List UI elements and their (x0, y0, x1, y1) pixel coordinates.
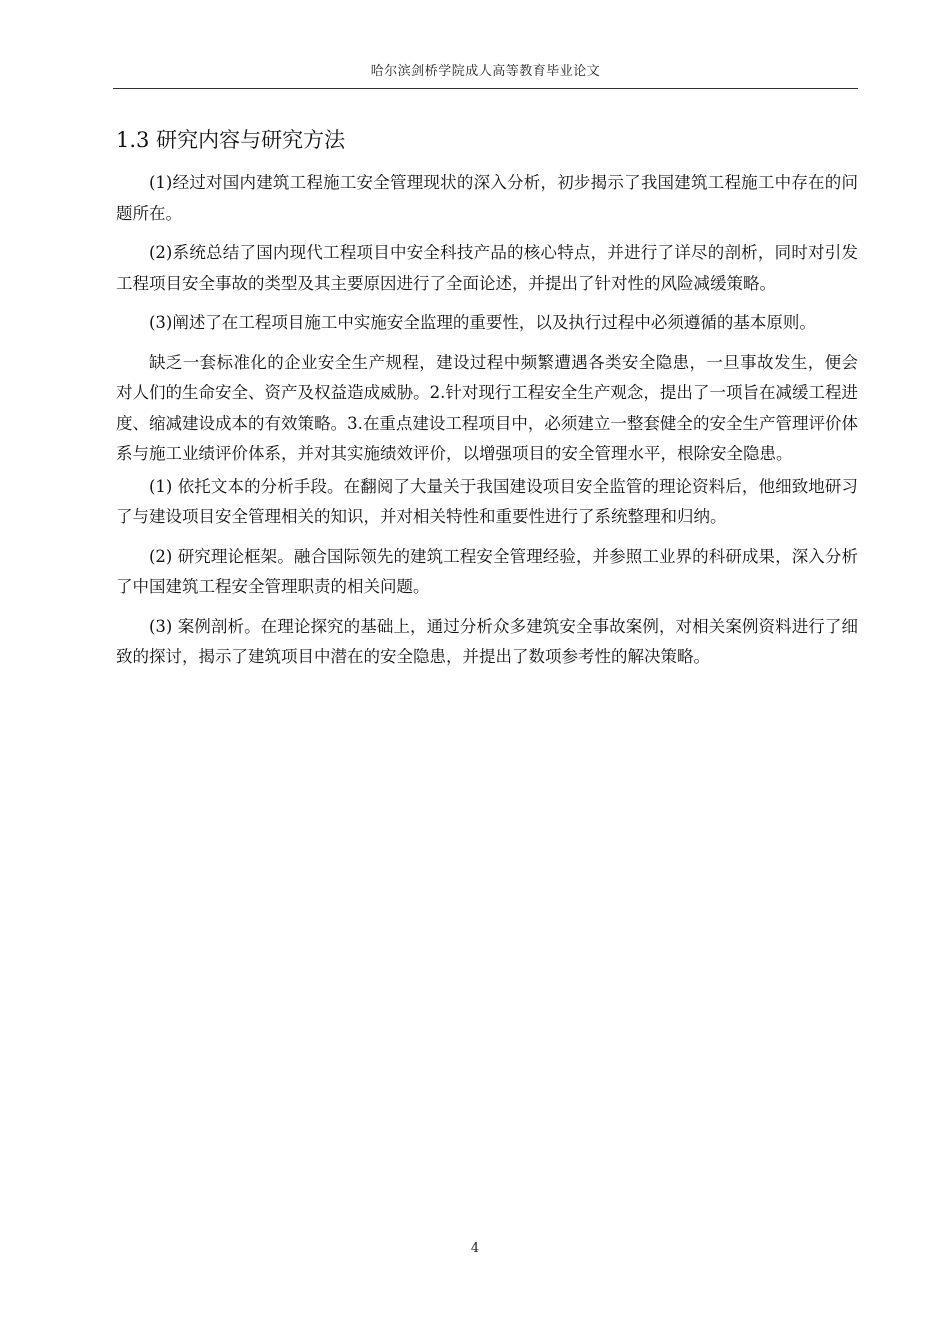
paragraph-content-2: (2)系统总结了国内现代工程项目中安全科技产品的核心特点，并进行了详尽的剖析，同时对引发工程项目安全事故的类型及其主要原因进行了全面论述，并提出了针对性的风险减缓策略。 (116, 243, 858, 293)
paragraph-method-3: (3) 案例剖析。在理论探究的基础上，通过分析众多建筑安全事故案例，对相关案例资料进行了细致的探讨，揭示了建筑项目中潜在的安全隐患，并提出了数项参考性的解决策略。 (116, 616, 858, 666)
header-divider (113, 88, 858, 89)
page-header: 哈尔滨剑桥学院成人高等教育毕业论文 (370, 64, 601, 79)
page-number: 4 (470, 1241, 480, 1256)
paragraph-method-2: (2) 研究理论框架。融合国际领先的建筑工程安全管理经验，并参照工业界的科研成果，深入分析了中国建筑工程安全管理职责的相关问题。 (116, 546, 858, 596)
section-title: 1.3 研究内容与研究方法 (116, 128, 346, 152)
paragraph-summary: 缺乏一套标准化的企业安全生产规程，建设过程中频繁遭遇各类安全隐患，一旦事故发生，便会对人们的生命安全、资产及权益造成威胁。2.针对现行工程安全生产观念，提出了一项旨在减缓工程进度、缩减建设成本的有效策略。3.在重点建设工程项目中，必须建立一整套健全的安全生产管理评价体系与施工业绩评价体系，并对其实施绩效评价，以增强项目的安全管理水平，根除安全隐患。 (116, 352, 858, 463)
document-body (116, 123, 858, 682)
paragraph-content-3: (3)阐述了在工程项目施工中实施安全监理的重要性，以及执行过程中必须遵循的基本原则。 (149, 313, 816, 332)
paragraph-method-1: (1) 依托文本的分析手段。在翻阅了大量关于我国建设项目安全监管的理论资料后，他细致地研习了与建设项目安全管理相关的知识，并对相关特性和重要性进行了系统整理和归纳。 (116, 476, 858, 526)
paragraph-content-1: (1)经过对国内建筑工程施工安全管理现状的深入分析，初步揭示了我国建筑工程施工中存在的问题所在。 (116, 173, 858, 223)
